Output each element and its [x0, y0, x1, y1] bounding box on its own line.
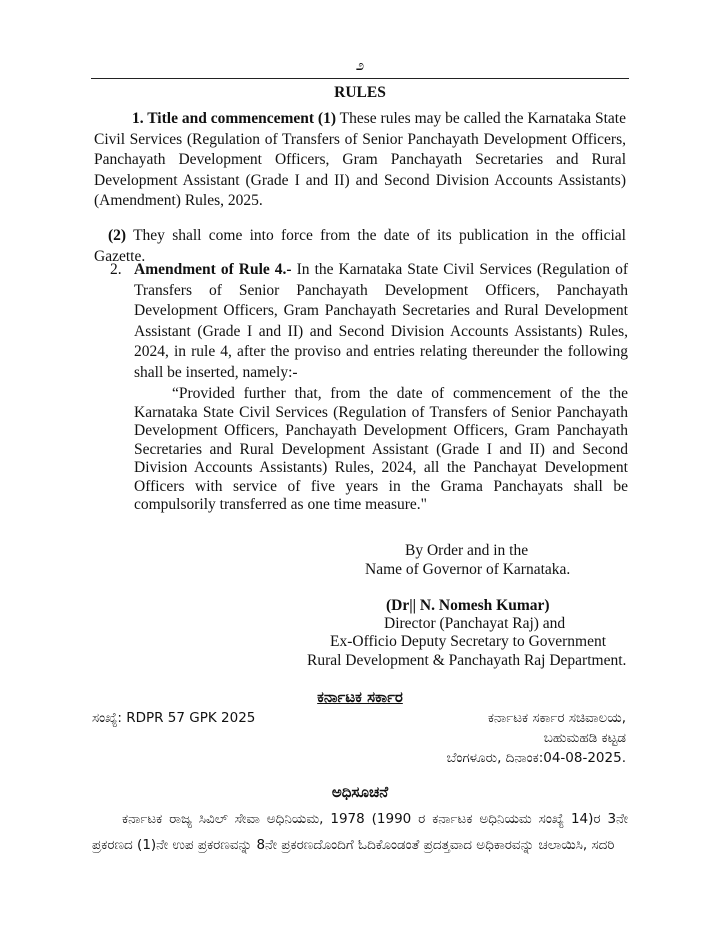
- proviso-text: “Provided further that, from the date of commencement of the the Karnataka State Civil Services (Regulation of Transfers of Senior Panchayath Development Officers, Panchayath Development Officers, Gram Panchayath Secretaries and Rural Development Assistant (Grade I and II) and Second Division Accounts Assistants) Rules, 2024, all the Panchayat Development Officers with service of five years in the Grama Panchayats shall be compulsorily transferred as one time measure.": [134, 385, 628, 513]
- kannada-government-title: ಕರ್ನಾಟಕ ಸರ್ಕಾರ: [317, 688, 403, 706]
- rule-1-2-label: (2): [108, 227, 127, 244]
- designation-2: Ex-Officio Deputy Secretary to Government: [330, 633, 607, 650]
- rule-1-text: These rules may be called the Karnataka State Civil Services (Regulation of Transfers of Senior Panchayath Development Officers, Panchayath Development Officers, Gram Panchayath Secretaries and Rural Development Assistant (Grade I and II) and Second Division Accounts Assistants) (Amendment) Rules, 2025.: [94, 110, 626, 209]
- designation-3: Rural Development & Panchayath Raj Department.: [307, 652, 627, 669]
- rule-2-number: 2.: [110, 261, 122, 278]
- kannada-notification-body: [92, 806, 628, 858]
- designation-1: Director (Panchayat Raj) and: [384, 615, 566, 632]
- page-number: ೨: [355, 56, 365, 74]
- order-line-1: By Order and in the: [405, 542, 529, 559]
- rule-2-text: In the Karnataka State Civil Services (Regulation of Transfers of Senior Panchayath Development Officers, Panchayath Development Officers, Gram Panchayath Secretaries and Rural Development Assistant (Grade I and II) and Second Division Accounts Assistants) Rules, 2024, in rule 4, after the proviso and entries relating thereunder the following shall be inserted, namely:-: [134, 261, 628, 381]
- proviso-quote: [134, 385, 628, 515]
- rule-1-2-text: They shall come into force from the date of its publication in the official Gazette.: [94, 227, 626, 265]
- kannada-address-date: ಬೆಂಗಳೂರು, ದಿನಾಂಕ:04-08-2025.: [446, 750, 626, 766]
- rule-1-paragraph: [94, 109, 626, 212]
- header-divider: [91, 78, 629, 79]
- kannada-address-2: ಬಹುಮಹಡಿ ಕಟ್ಟಡ: [543, 730, 626, 746]
- kannada-body-text: ಕರ್ನಾಟಕ ರಾಜ್ಯ ಸಿವಿಲ್ ಸೇವಾ ಅಧಿನಿಯಮ, 1978 (1990 ರ ಕರ್ನಾಟಕ ಅಧಿನಿಯಮ ಸಂಖ್ಯೆ 14)ರ 3ನೇ ಪ್ರಕರಣದ (1)ನೇ ಉಪ ಪ್ರಕರಣವನ್ನು 8ನೇ ಪ್ರಕರಣದೊಂದಿಗೆ ಓದಿಕೊಂಡಂತೆ ಪ್ರದತ್ತವಾದ ಅಧಿಕಾರವನ್ನು ಚಲಾಯಿಸಿ, ಸದರಿ: [92, 811, 628, 853]
- rules-heading: RULES: [334, 84, 386, 101]
- order-line-2: Name of Governor of Karnataka.: [365, 561, 571, 578]
- kannada-notification-heading: ಅಧಿಸೂಚನೆ: [331, 783, 389, 801]
- kannada-address-1: ಕರ್ನಾಟಕ ಸರ್ಕಾರ ಸಚಿವಾಲಯ,: [487, 710, 626, 726]
- signatory-name: (Dr|| N. Nomesh Kumar): [386, 597, 550, 614]
- rule-2-title: Amendment of Rule 4.-: [134, 261, 292, 278]
- rule-1-title: 1. Title and commencement (1): [132, 110, 337, 127]
- kannada-reference-number: ಸಂಖ್ಯೆ: RDPR 57 GPK 2025: [92, 710, 256, 726]
